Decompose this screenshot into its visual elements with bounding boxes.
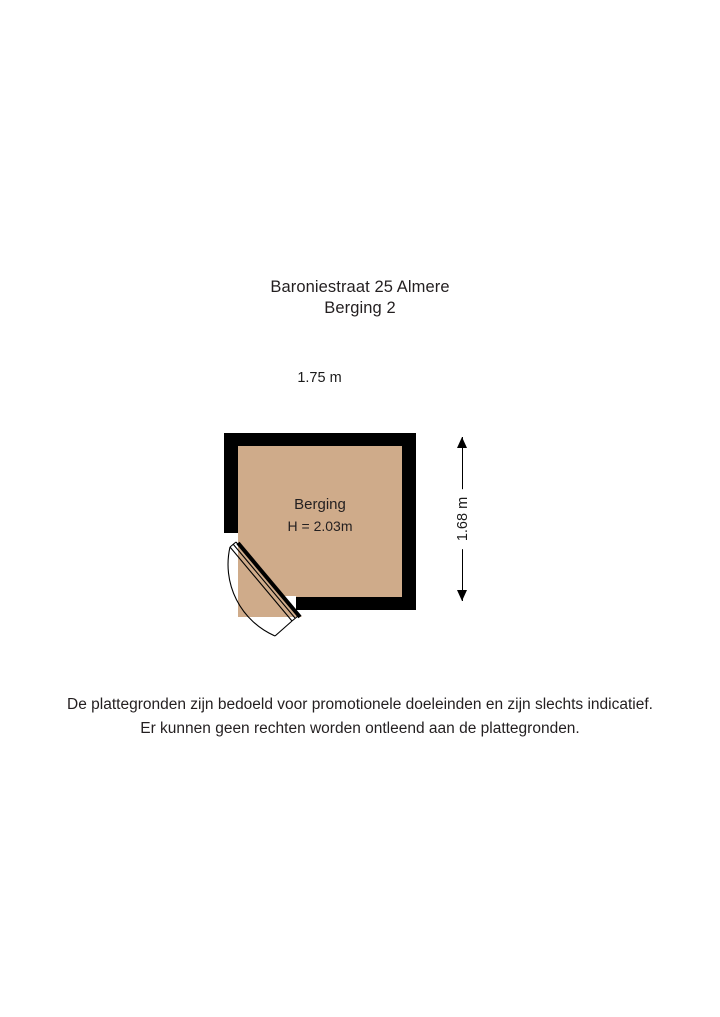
arrow-up-icon	[457, 437, 467, 448]
room-label	[238, 494, 402, 537]
arrow-down-icon	[457, 590, 467, 601]
height-dimension	[449, 437, 477, 601]
disclaimer-line-2: Er kunnen geen rechten worden ontleend aan de plattegronden.	[140, 720, 580, 737]
width-dimension-label: 1.75 m	[288, 370, 350, 386]
width-dimension-label-wrap	[231, 366, 408, 390]
page-title: Baroniestraat 25 Almere	[270, 278, 450, 296]
disclaimer	[0, 693, 720, 741]
disclaimer-line-1: De plattegronden zijn bedoeld voor promotionele doeleinden en zijn slechts indicatief.	[67, 696, 653, 713]
room-height: H = 2.03m	[287, 518, 353, 534]
room-name: Berging	[294, 496, 346, 513]
door-swing	[214, 525, 314, 640]
page-subtitle: Berging 2	[324, 299, 396, 317]
height-dimension-label: 1.68 m	[455, 489, 471, 549]
width-dimension	[231, 366, 408, 390]
